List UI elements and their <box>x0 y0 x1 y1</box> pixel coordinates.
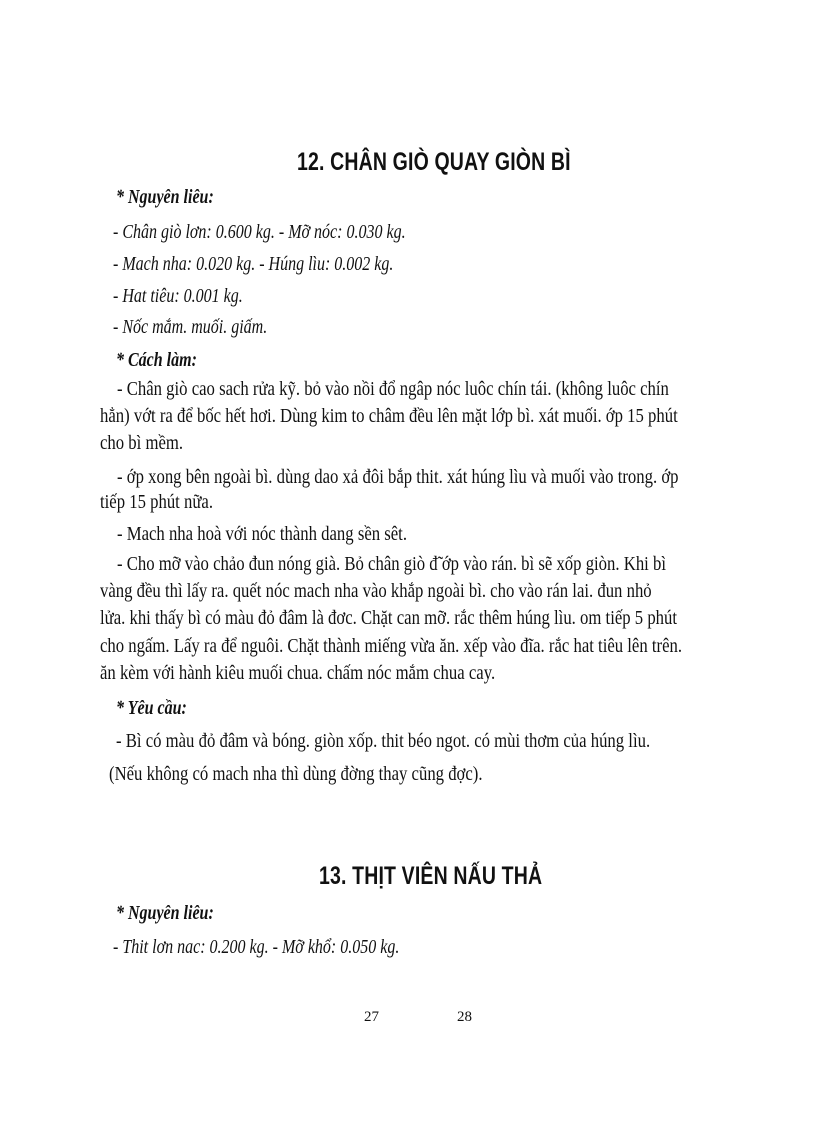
recipe-12-requirement-line: (Nếu không có mach nha thì dùng đờng thay cũng đợc). <box>109 763 483 785</box>
recipe-12-method-heading: * Cách làm: <box>116 349 197 371</box>
recipe-12-method-line: cho bì mềm. <box>100 432 184 454</box>
recipe-12-ingredients-heading: * Nguyên liêu: <box>116 186 214 208</box>
recipe-12-method-line: - ớp xong bên ngoài bì. dùng dao xả đôi bắp thit. xát húng lìu và muối vào trong. ớp <box>117 466 679 488</box>
recipe-12-method-line: lửa. khi thấy bì có màu đỏ đâm là đơc. Chặt can mỡ. rắc thêm húng lìu. om tiếp 5 phút <box>100 607 678 629</box>
recipe-12-title: 12. CHÂN GIÒ QUAY GIÒN BÌ <box>297 148 571 176</box>
recipe-12-method-line: vàng đều thì lấy ra. quết nóc mach nha vào khắp ngoài bì. cho vào rán lai. đun nhỏ <box>100 580 652 602</box>
recipe-12-requirement-heading: * Yêu cầu: <box>116 697 187 719</box>
recipe-12-method-line: - Cho mỡ vào chảo đun nóng già. Bỏ chân giò đ̃ ớp vào rán. bì sẽ xốp giòn. Khi bì <box>117 553 666 575</box>
recipe-12-ingredient-line: - Chân giò lơn: 0.600 kg. - Mỡ nóc: 0.030 kg. <box>113 221 406 243</box>
recipe-12-method-line: - Chân giò cao sach rửa kỹ. bỏ vào nồi đổ ngâp nóc luôc chín tái. (không luôc chín <box>117 378 669 400</box>
page-number-left: 27 <box>364 1009 379 1025</box>
recipe-12-method-line: cho ngấm. Lấy ra để nguôi. Chặt thành miếng vừa ăn. xếp vào đĩa. rắc hat tiêu lên trên. <box>100 635 683 657</box>
recipe-12-method-line: - Mach nha hoà với nóc thành dang sền sêt. <box>117 523 407 545</box>
recipe-13-ingredients-heading: * Nguyên liêu: <box>116 902 214 924</box>
page-number-right: 28 <box>457 1009 472 1025</box>
recipe-13-ingredient-line: - Thit lơn nac: 0.200 kg. - Mỡ khổ: 0.050 kg. <box>113 936 400 958</box>
recipe-12-ingredient-line: - Hat tiêu: 0.001 kg. <box>113 285 243 307</box>
recipe-12-method-line: tiếp 15 phút nữa. <box>100 491 214 513</box>
recipe-12-method-line: hẳn) vớt ra để bốc hết hơi. Dùng kim to châm đều lên mặt lớp bì. xát muối. ớp 15 phút <box>100 405 678 427</box>
recipe-12-ingredient-line: - Mach nha: 0.020 kg. - Húng lìu: 0.002 kg. <box>113 253 394 275</box>
recipe-12-ingredient-line: - Nốc mắm. muối. giấm. <box>113 316 268 338</box>
recipe-12-method-line: ăn kèm với hành kiêu muối chua. chấm nóc mắm chua cay. <box>100 662 496 684</box>
recipe-12-requirement-line: - Bì có màu đỏ đâm và bóng. giòn xốp. thit béo ngot. có mùi thơm của húng lìu. <box>116 730 651 752</box>
recipe-13-title: 13. THỊT VIÊN NẤU THẢ <box>319 862 543 890</box>
